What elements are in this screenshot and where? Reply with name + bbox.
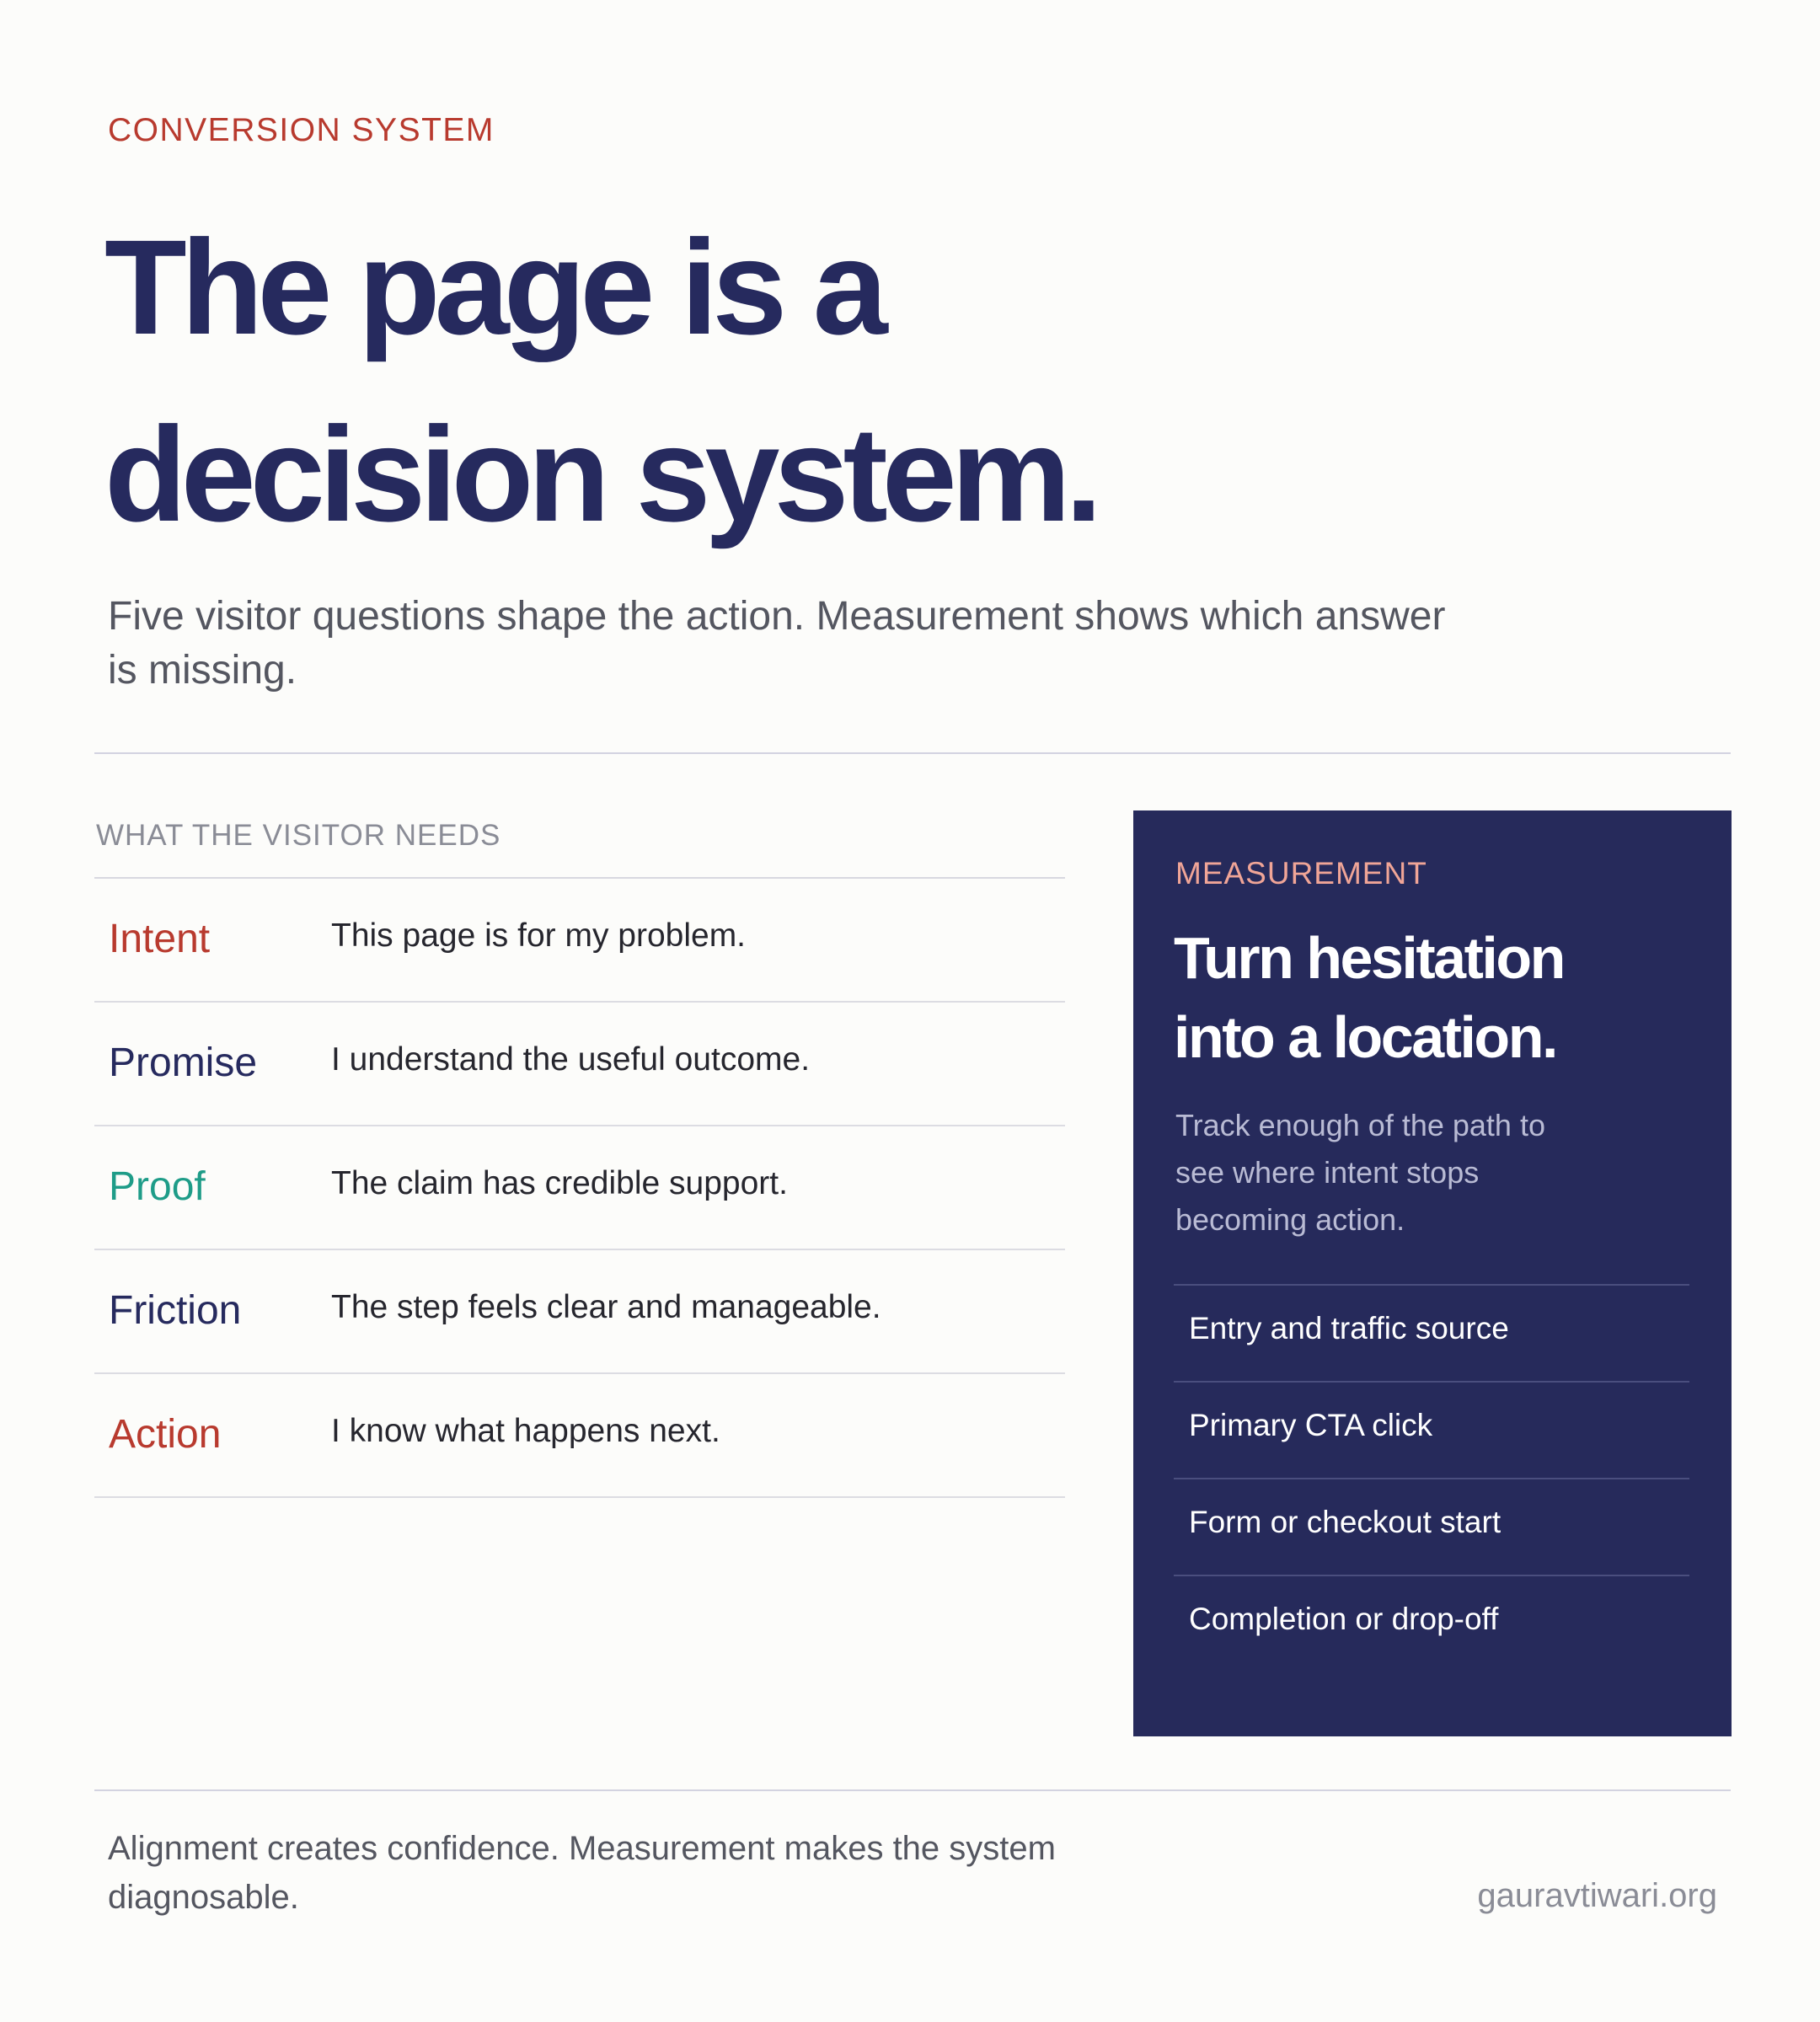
headline-line-2: decision system.	[104, 399, 1097, 549]
needs-term: Intent	[109, 917, 211, 961]
needs-description: I know what happens next.	[331, 1413, 720, 1449]
headline-line-1: The page is a	[104, 211, 882, 362]
eyebrow-label: CONVERSION SYSTEM	[108, 112, 495, 148]
measurement-eyebrow: MEASUREMENT	[1175, 856, 1427, 891]
needs-row-intent	[94, 879, 1065, 1003]
needs-row-promise	[94, 1003, 1065, 1126]
top-divider	[94, 752, 1731, 754]
visitor-needs-table	[94, 877, 1065, 1498]
needs-term: Promise	[109, 1040, 258, 1085]
metric-item	[1174, 1383, 1689, 1479]
needs-row-action	[94, 1374, 1065, 1498]
metric-item	[1174, 1479, 1689, 1576]
needs-term: Action	[109, 1412, 222, 1457]
footer-note: Alignment creates confidence. Measurement makes the system diagnosable.	[108, 1830, 1056, 1916]
measurement-metric-list	[1174, 1284, 1689, 1672]
metric-label: Entry and traffic source	[1189, 1311, 1509, 1345]
needs-description: I understand the useful outcome.	[331, 1041, 811, 1078]
measurement-title-line-1: Turn hesitation	[1174, 925, 1564, 991]
metric-label: Completion or drop-off	[1189, 1602, 1499, 1636]
metric-item	[1174, 1576, 1689, 1672]
metric-item	[1174, 1286, 1689, 1383]
measurement-description: Track enough of the path to see where intent stops becoming action.	[1175, 1108, 1545, 1237]
needs-row-friction	[94, 1250, 1065, 1374]
bottom-divider	[94, 1789, 1731, 1791]
measurement-title	[1174, 918, 1564, 1077]
metric-label: Primary CTA click	[1189, 1408, 1433, 1442]
needs-row-proof	[94, 1126, 1065, 1250]
page-headline	[104, 194, 1537, 568]
measurement-panel	[1133, 810, 1732, 1736]
metric-label: Form or checkout start	[1189, 1505, 1502, 1539]
needs-section-title: WHAT THE VISITOR NEEDS	[96, 819, 501, 852]
site-link[interactable]: gauravtiwari.org	[1477, 1877, 1717, 1914]
needs-description: This page is for my problem.	[331, 917, 747, 954]
needs-term: Friction	[109, 1288, 242, 1333]
needs-description: The step feels clear and manageable.	[331, 1289, 881, 1325]
measurement-title-line-2: into a location.	[1174, 1004, 1556, 1070]
needs-description: The claim has credible support.	[331, 1165, 788, 1201]
needs-term: Proof	[109, 1164, 206, 1209]
subtitle: Five visitor questions shape the action. Measurement shows which answer is missing.	[108, 594, 1446, 693]
